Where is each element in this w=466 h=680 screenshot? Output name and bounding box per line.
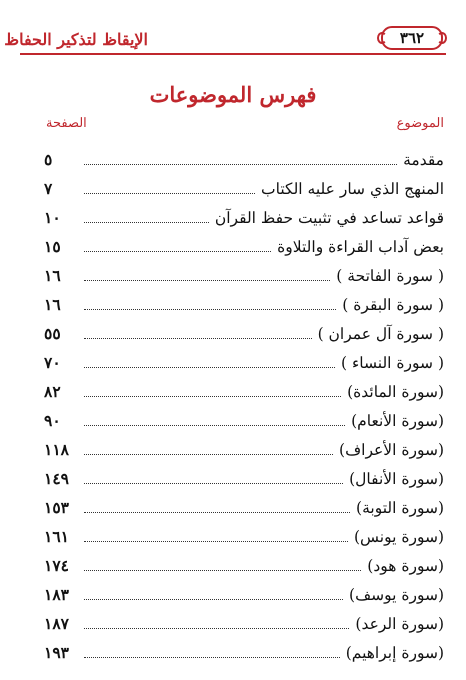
dot-leader: [84, 483, 343, 484]
column-label-topic: الموضوع: [396, 116, 444, 131]
dot-leader: [84, 570, 361, 571]
dot-leader: [84, 280, 330, 281]
toc-entry: [0, 373, 466, 402]
toc-entry: [0, 431, 466, 460]
toc-entry: [0, 547, 466, 576]
toc-entry-title: (سورة الأنفال): [349, 470, 444, 488]
toc-entry-page: ١٨٣: [44, 585, 69, 604]
toc-entry-title: (سورة هود): [367, 557, 444, 575]
toc-entry-page: ١٠: [44, 208, 61, 227]
running-title: الإيقاظ لتذكير الحفاظ: [4, 30, 148, 49]
dot-leader: [84, 628, 349, 629]
toc-entry-page: ١٥: [44, 237, 61, 256]
toc-entry-title: بعض آداب القراءة والتلاوة: [277, 238, 444, 256]
toc-entry: [0, 199, 466, 228]
toc-entry-page: ١٥٣: [44, 498, 69, 517]
page-number-frame: [381, 26, 443, 50]
toc-entry-title: (سورة يوسف): [349, 586, 444, 604]
dot-leader: [84, 512, 350, 513]
toc-entry: [0, 489, 466, 518]
toc-entry: [0, 141, 466, 170]
toc-entry-page: ١٦١: [44, 527, 69, 546]
toc-entry: [0, 460, 466, 489]
dot-leader: [84, 251, 271, 252]
toc-entry-page: ٨٢: [44, 382, 61, 401]
toc-entry-page: ١١٨: [44, 440, 69, 459]
toc-entry-title: (سورة يونس): [353, 528, 444, 546]
dot-leader: [84, 222, 209, 223]
toc-entry-title: (سورة الأعراف): [339, 441, 444, 459]
toc-entry-title: (سورة الأنعام): [351, 412, 444, 430]
toc-entry-page: ٥: [44, 150, 53, 169]
toc-entry-page: ٩٠: [44, 411, 61, 430]
toc-entry-title: ( سورة البقرة ): [342, 296, 444, 314]
toc-entry: [0, 402, 466, 431]
toc-entry: [0, 605, 466, 634]
toc-entry-title: (سورة التوبة): [356, 499, 444, 517]
toc-entry: [0, 257, 466, 286]
toc-entry-title: (سورة الرعد): [355, 615, 444, 633]
dot-leader: [84, 193, 255, 194]
dot-leader: [84, 367, 335, 368]
toc-entry: [0, 344, 466, 373]
dot-leader: [84, 599, 343, 600]
toc-entry-title: قواعد تساعد في تثبيت حفظ القرآن: [214, 209, 444, 227]
dot-leader: [84, 425, 345, 426]
toc-entry-title: ( سورة النساء ): [340, 354, 444, 372]
page-number: ٣٦٢: [399, 29, 425, 47]
toc-entry-title: ( سورة الفاتحة ): [336, 267, 444, 285]
toc-entry-page: ١٦: [44, 295, 61, 314]
toc-entry: [0, 518, 466, 547]
toc-entry-page: ٧٠: [44, 353, 61, 372]
toc-entry: [0, 576, 466, 605]
toc-entry: [0, 634, 466, 663]
dot-leader: [84, 657, 340, 658]
toc-entry: [0, 286, 466, 315]
toc-title: فهرس الموضوعات: [149, 82, 317, 107]
dot-leader: [84, 309, 336, 310]
header-divider: [20, 53, 446, 55]
toc-entry-title: (سورة المائدة): [347, 383, 444, 401]
toc-entry-title: مقدمة: [403, 151, 444, 169]
toc-entry-title: المنهج الذي سار عليه الكتاب: [261, 180, 444, 198]
toc-entry-title: (سورة إبراهيم): [345, 644, 444, 662]
toc-entry-page: ٥٥: [44, 324, 61, 343]
toc-entry-page: ١٦: [44, 266, 61, 285]
toc-entry-page: ١٧٤: [44, 556, 69, 575]
dot-leader: [84, 454, 333, 455]
toc-entry-page: ٧: [44, 179, 53, 198]
toc-entry-title: ( سورة آل عمران ): [317, 325, 444, 343]
toc-entry-page: ١٨٧: [44, 614, 69, 633]
toc-entry-page: ١٤٩: [44, 469, 69, 488]
dot-leader: [84, 541, 348, 542]
toc-entry-page: ١٩٣: [44, 643, 69, 662]
toc-entry: [0, 315, 466, 344]
dot-leader: [84, 164, 397, 165]
toc-entry: [0, 228, 466, 257]
column-label-page: الصفحة: [46, 116, 87, 131]
dot-leader: [84, 396, 341, 397]
toc-entry: [0, 170, 466, 199]
dot-leader: [84, 338, 312, 339]
toc-list: [0, 141, 466, 663]
